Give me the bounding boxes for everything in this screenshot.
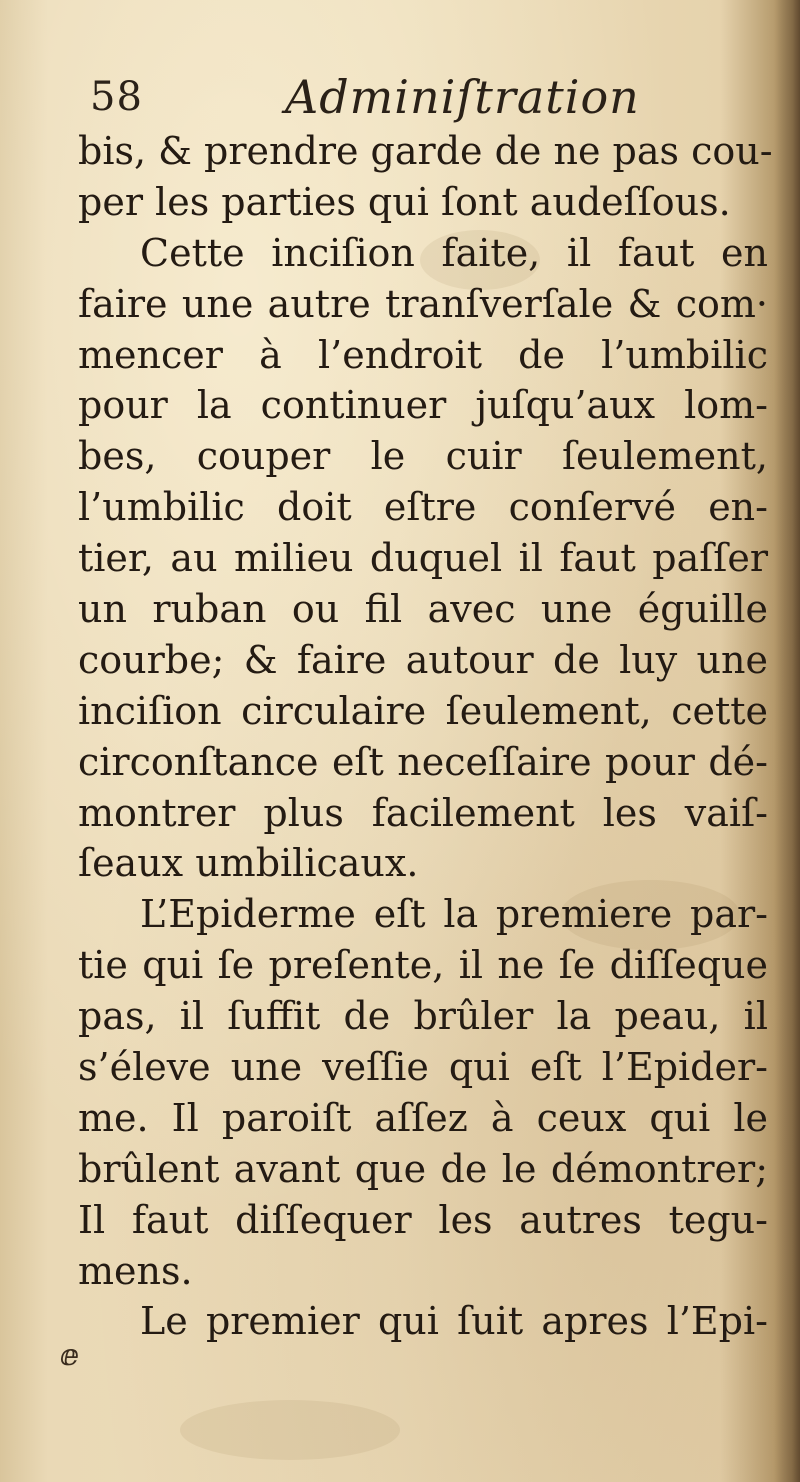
text-line: inciſion circulaire ſeulement, cette bbox=[78, 688, 768, 733]
text-line: circonſtance eſt neceſſaire pour dé- bbox=[78, 739, 768, 784]
paper-stain bbox=[180, 1400, 400, 1460]
text-line: me. Il paroiſt aſſez à ceux qui le bbox=[78, 1095, 768, 1140]
margin-mark: ⅇ bbox=[60, 1338, 80, 1373]
text-line: pour la continuer juſqu’aux lom- bbox=[78, 383, 768, 428]
text-line: montrer plus facilement les vaiſ- bbox=[78, 790, 768, 835]
text-line: ſeaux umbilicaux. bbox=[78, 841, 419, 886]
text-line: Le premier qui ſuit apres l’Epi- bbox=[140, 1299, 768, 1344]
text-line: L’Epiderme eſt la premiere par- bbox=[140, 892, 768, 937]
text-line: courbe; & faire autour de luy une bbox=[78, 637, 768, 682]
page-edge-shadow bbox=[774, 0, 800, 1482]
page-header bbox=[0, 62, 800, 122]
text-line: l’umbilic doit eſtre conſervé en- bbox=[78, 485, 768, 530]
text-line: bis, & prendre garde de ne pas cou- bbox=[78, 129, 773, 173]
text-line: mencer à l’endroit de l’umbilic bbox=[78, 332, 768, 377]
text-line: mens. bbox=[78, 1248, 193, 1293]
text-line: brûlent avant que de le démontrer; bbox=[78, 1146, 768, 1191]
page-number: 58 bbox=[90, 74, 143, 120]
text-line: Il faut diſſequer les autres tegu- bbox=[78, 1197, 768, 1242]
text-line: tier, au milieu duquel il faut paſſer bbox=[78, 536, 768, 581]
text-line: pas, il ſuffit de brûler la peau, il bbox=[78, 994, 768, 1039]
text-line: Cette inciſion faite, il faut en bbox=[140, 230, 768, 275]
text-line: tie qui ſe preſente, il ne ſe diſſeque bbox=[78, 943, 768, 988]
text-line: bes, couper le cuir ſeulement, bbox=[78, 434, 768, 479]
text-line: per les parties qui ſont audeſſous. bbox=[78, 179, 731, 224]
text-line: s’éleve une veſſie qui eſt l’Epider- bbox=[78, 1045, 768, 1090]
text-line: faire une autre tranſverſale & com· bbox=[78, 281, 768, 326]
text-line: un ruban ou fil avec une éguille bbox=[78, 587, 768, 632]
body-text bbox=[78, 126, 773, 1347]
running-head: Adminiſtration bbox=[285, 70, 640, 124]
